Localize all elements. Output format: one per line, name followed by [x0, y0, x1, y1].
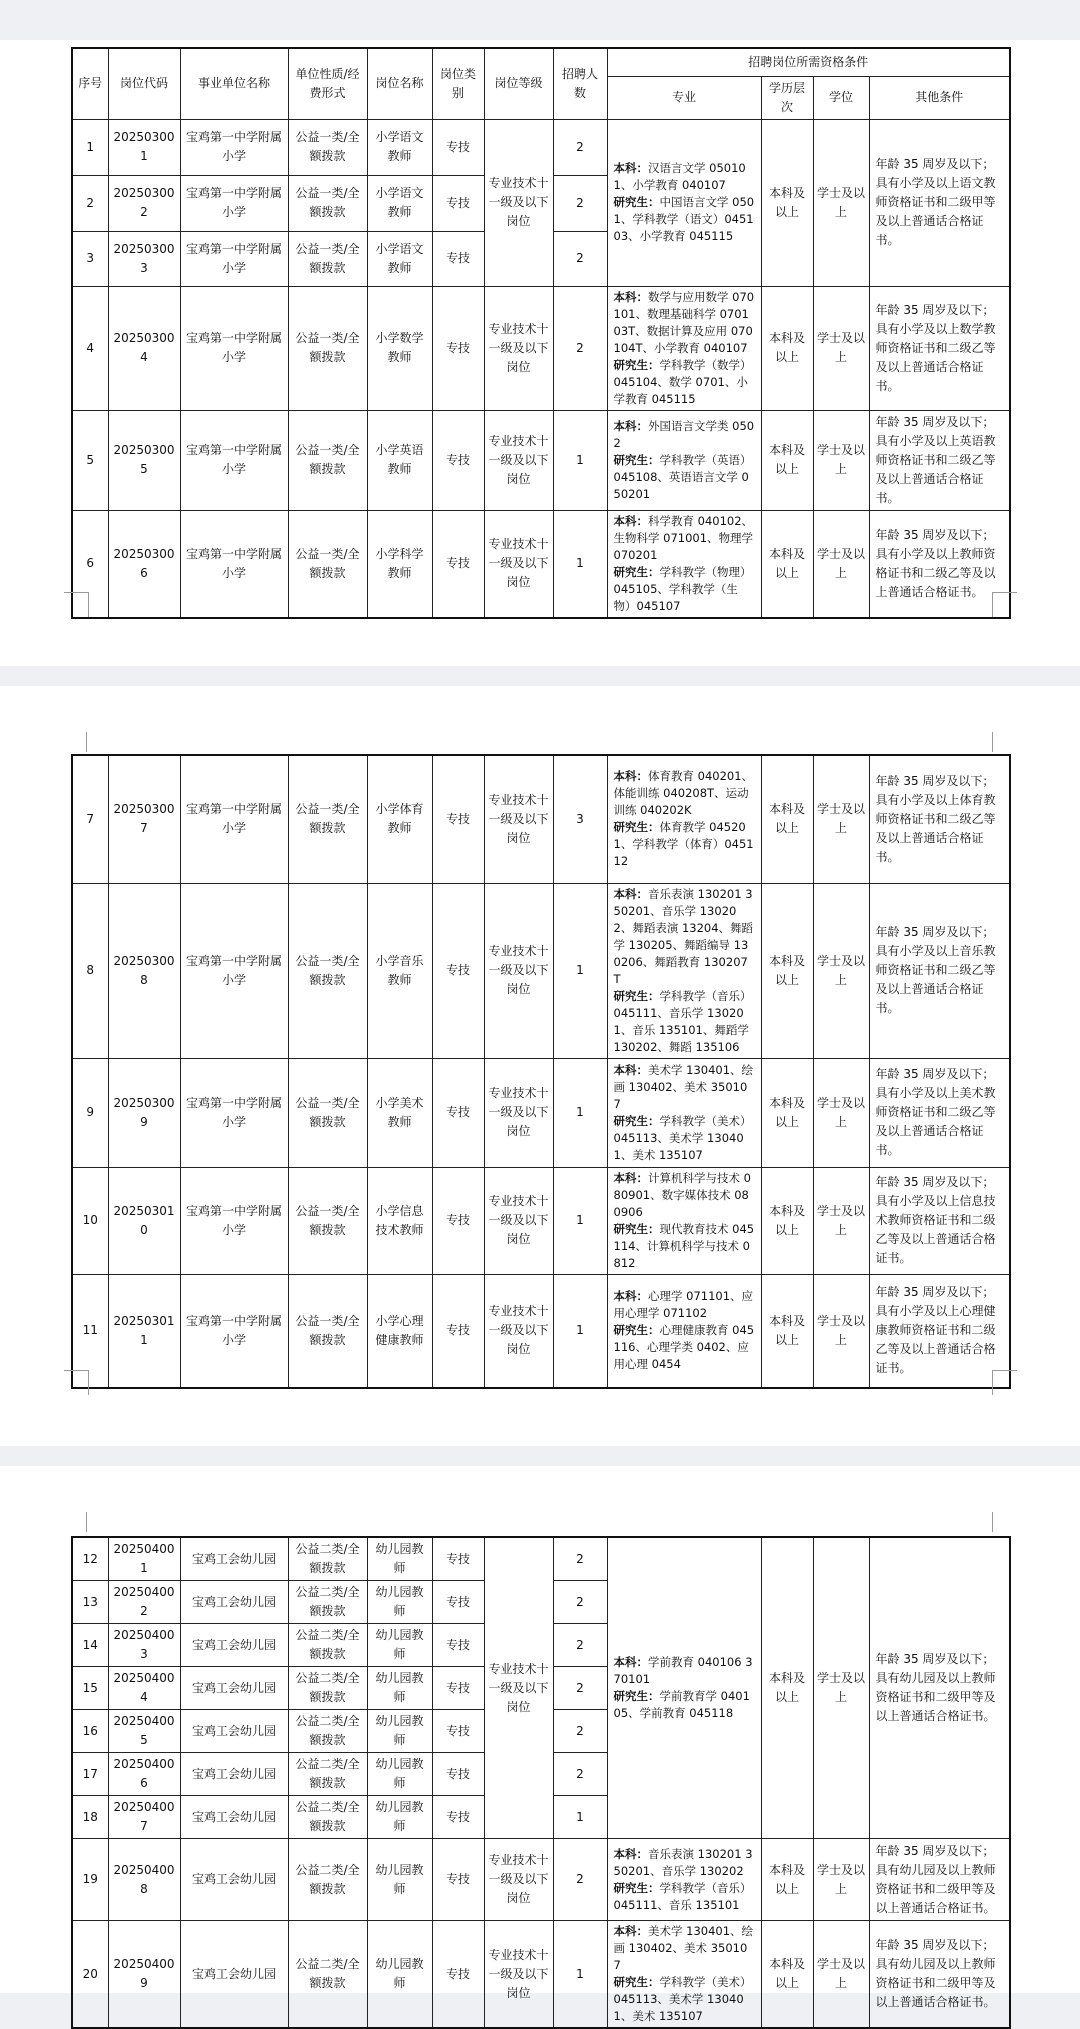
cell-unit: 宝鸡工会幼儿园 [180, 1839, 288, 1921]
undergrad-label: 本科： [613, 886, 648, 901]
cell-count: 1 [553, 510, 607, 618]
cell-degree: 学士及以上 [813, 1839, 869, 1921]
cell-seq: 18 [72, 1796, 108, 1839]
cell-unit: 宝鸡第一中学附属小学 [180, 410, 288, 510]
table-row [72, 755, 1010, 883]
cell-edu: 本科及以上 [761, 1167, 813, 1274]
cell-seq: 13 [72, 1581, 108, 1624]
table-row [72, 286, 1010, 410]
header-nature: 单位性质/经费形式 [288, 48, 367, 119]
cell-seq: 6 [72, 510, 108, 618]
cell-code: 202503007 [108, 755, 180, 883]
recruitment-table-page-2 [71, 754, 1011, 1389]
cell-other: 年龄 35 周岁及以下；具有小学及以上体育教师资格证书和二级乙等及以上普通话合格证书。 [869, 755, 1010, 883]
cell-seq: 20 [72, 1921, 108, 2029]
cell-code: 202504006 [108, 1753, 180, 1796]
cell-category: 专技 [432, 410, 484, 510]
cell-count: 2 [553, 1667, 607, 1710]
cell-degree: 学士及以上 [813, 410, 869, 510]
cell-code: 202503006 [108, 510, 180, 618]
cell-level: 专业技术十一级及以下岗位 [484, 510, 553, 618]
cell-edu: 本科及以上 [761, 1058, 813, 1167]
cell-edu: 本科及以上 [761, 1537, 813, 1839]
cell-level: 专业技术十一级及以下岗位 [484, 1839, 553, 1921]
cell-post: 幼儿园教师 [367, 1667, 432, 1710]
cell-category: 专技 [432, 1624, 484, 1667]
cell-post: 幼儿园教师 [367, 1624, 432, 1667]
cell-post: 小学语文教师 [367, 231, 432, 286]
cell-unit: 宝鸡第一中学附属小学 [180, 510, 288, 618]
cell-nature: 公益一类/全额拨款 [288, 755, 367, 883]
cell-unit: 宝鸡工会幼儿园 [180, 1710, 288, 1753]
cell-category: 专技 [432, 1274, 484, 1388]
cell-nature: 公益一类/全额拨款 [288, 410, 367, 510]
grad-majors: 学科教学（美术）045113、美术学 130401、美术 135107 [613, 1113, 752, 1162]
cell-seq: 16 [72, 1710, 108, 1753]
cell-degree: 学士及以上 [813, 1921, 869, 2029]
cell-post: 幼儿园教师 [367, 1839, 432, 1921]
cell-edu: 本科及以上 [761, 410, 813, 510]
grad-label: 研究生： [613, 1113, 660, 1128]
cell-degree: 学士及以上 [813, 883, 869, 1058]
cell-code: 202503009 [108, 1058, 180, 1167]
cell-nature: 公益一类/全额拨款 [288, 1058, 367, 1167]
cell-seq: 12 [72, 1537, 108, 1581]
grad-label: 研究生： [613, 1689, 660, 1703]
cell-unit: 宝鸡工会幼儿园 [180, 1753, 288, 1796]
cell-post: 小学信息技术教师 [367, 1167, 432, 1274]
cell-category: 专技 [432, 1167, 484, 1274]
cell-seq: 15 [72, 1667, 108, 1710]
header-conditions: 招聘岗位所需资格条件 [607, 48, 1010, 76]
cell-code: 202503005 [108, 410, 180, 510]
page-corner-mark [64, 592, 89, 617]
header-other: 其他条件 [869, 76, 1010, 119]
cell-degree: 学士及以上 [813, 1058, 869, 1167]
cell-count: 2 [553, 1624, 607, 1667]
table-row [72, 1839, 1010, 1921]
table-row [72, 410, 1010, 510]
cell-seq: 19 [72, 1839, 108, 1921]
page-corner-mark [992, 592, 1017, 617]
page-corner-mark [992, 1370, 1017, 1395]
cell-code: 202504008 [108, 1839, 180, 1921]
cell-post: 小学语文教师 [367, 119, 432, 175]
cell-level: 专业技术十一级及以下岗位 [484, 1274, 553, 1388]
cell-count: 2 [553, 1537, 607, 1581]
cell-count: 1 [553, 1796, 607, 1839]
header-category: 岗位类别 [432, 48, 484, 119]
undergrad-label: 本科： [613, 769, 648, 784]
cell-nature: 公益二类/全额拨款 [288, 1537, 367, 1581]
undergrad-majors: 美术学 130401、绘画 130402、美术 350107 [613, 1924, 754, 1972]
undergrad-majors: 音乐表演 130201 350201、音乐学 130202、舞蹈表演 13204、舞蹈学 130205、舞蹈编导 130206、舞蹈教育 130207T [613, 886, 754, 986]
cell-code: 202504001 [108, 1537, 180, 1581]
page-corner-mark [992, 1512, 993, 1532]
cell-degree: 学士及以上 [813, 286, 869, 410]
cell-level: 专业技术十一级及以下岗位 [484, 119, 553, 286]
cell-nature: 公益一类/全额拨款 [288, 510, 367, 618]
table-row [72, 883, 1010, 1058]
cell-category: 专技 [432, 755, 484, 883]
undergrad-label: 本科： [613, 1655, 648, 1669]
grad-label: 研究生： [613, 1975, 660, 1989]
grad-majors: 体育教学 045201、学科教学（体育）045112 [613, 820, 754, 869]
table-row [72, 1537, 1010, 1581]
cell-other: 年龄 35 周岁及以下；具有小学及以上数学教师资格证书和二级乙等及以上普通话合格证书。 [869, 286, 1010, 410]
undergrad-majors: 体育教育 040201、体能训练 040208T、运动训练 040202K [613, 769, 754, 818]
cell-count: 2 [553, 1581, 607, 1624]
cell-unit: 宝鸡第一中学附属小学 [180, 175, 288, 231]
grad-label: 研究生： [613, 1880, 660, 1895]
cell-degree: 学士及以上 [813, 119, 869, 286]
cell-other: 年龄 35 周岁及以下；具有小学及以上信息技术教师资格证书和二级乙等及以上普通话合格证书。 [869, 1167, 1010, 1274]
page-corner-mark [86, 1512, 87, 1532]
cell-edu: 本科及以上 [761, 755, 813, 883]
cell-post: 小学语文教师 [367, 175, 432, 231]
cell-unit: 宝鸡第一中学附属小学 [180, 1274, 288, 1388]
undergrad-label: 本科： [613, 513, 648, 528]
recruitment-table-page-1 [71, 47, 1011, 619]
header-major: 专业 [607, 76, 761, 119]
cell-nature: 公益一类/全额拨款 [288, 286, 367, 410]
cell-code: 202503004 [108, 286, 180, 410]
undergrad-majors: 科学教育 040102、生物科学 071001、物理学 070201 [613, 513, 754, 562]
cell-unit: 宝鸡第一中学附属小学 [180, 286, 288, 410]
document-page-1 [0, 40, 1080, 666]
cell-nature: 公益二类/全额拨款 [288, 1624, 367, 1667]
cell-count: 1 [553, 1921, 607, 2029]
cell-major [607, 1167, 761, 1274]
grad-majors: 学科教学（美术）045113、美术学 130401、美术 135107 [613, 1975, 752, 2023]
cell-post: 小学数学教师 [367, 286, 432, 410]
grad-majors: 学科教学（音乐）045111、音乐学 130201、音乐 135101、舞蹈学 130202、舞蹈 135106 [613, 988, 752, 1054]
cell-edu: 本科及以上 [761, 1921, 813, 2029]
table-row [72, 1167, 1010, 1274]
cell-nature: 公益一类/全额拨款 [288, 119, 367, 175]
cell-count: 2 [553, 1710, 607, 1753]
cell-major [607, 1839, 761, 1921]
cell-post: 幼儿园教师 [367, 1921, 432, 2029]
cell-other: 年龄 35 周岁及以下；具有小学及以上语文教师资格证书和二级甲等及以上普通话合格证书。 [869, 119, 1010, 286]
undergrad-label: 本科： [613, 1289, 648, 1304]
undergrad-label: 本科： [613, 418, 648, 433]
cell-degree: 学士及以上 [813, 755, 869, 883]
cell-unit: 宝鸡工会幼儿园 [180, 1581, 288, 1624]
cell-category: 专技 [432, 1537, 484, 1581]
cell-nature: 公益一类/全额拨款 [288, 175, 367, 231]
header-edu: 学历层次 [761, 76, 813, 119]
cell-category: 专技 [432, 1921, 484, 2029]
cell-count: 2 [553, 1839, 607, 1921]
cell-level: 专业技术十一级及以下岗位 [484, 1537, 553, 1839]
cell-unit: 宝鸡工会幼儿园 [180, 1796, 288, 1839]
cell-nature: 公益一类/全额拨款 [288, 1274, 367, 1388]
grad-majors: 现代教育技术 045114、计算机科学与技术 0812 [613, 1221, 755, 1270]
header-count: 招聘人数 [553, 48, 607, 119]
cell-category: 专技 [432, 1753, 484, 1796]
cell-unit: 宝鸡工会幼儿园 [180, 1667, 288, 1710]
cell-level: 专业技术十一级及以下岗位 [484, 1167, 553, 1274]
header-seq: 序号 [72, 48, 108, 119]
cell-post: 小学科学教师 [367, 510, 432, 618]
cell-seq: 11 [72, 1274, 108, 1388]
cell-seq: 3 [72, 231, 108, 286]
table-row [72, 119, 1010, 175]
page-corner-mark [64, 1370, 89, 1395]
cell-seq: 1 [72, 119, 108, 175]
cell-level: 专业技术十一级及以下岗位 [484, 1921, 553, 2029]
undergrad-majors: 外国语言文学类 0502 [613, 418, 755, 450]
undergrad-label: 本科： [613, 1062, 648, 1077]
cell-category: 专技 [432, 510, 484, 618]
cell-count: 1 [553, 1167, 607, 1274]
grad-majors: 学科教学（音乐）045111、音乐 135101 [613, 1880, 752, 1912]
cell-post: 幼儿园教师 [367, 1710, 432, 1753]
cell-unit: 宝鸡工会幼儿园 [180, 1921, 288, 2029]
undergrad-label: 本科： [613, 161, 648, 175]
cell-seq: 8 [72, 883, 108, 1058]
cell-post: 幼儿园教师 [367, 1796, 432, 1839]
cell-major [607, 1058, 761, 1167]
header-code: 岗位代码 [108, 48, 180, 119]
cell-count: 2 [553, 175, 607, 231]
cell-other: 年龄 35 周岁及以下；具有幼儿园及以上教师资格证书和二级甲等及以上普通话合格证书。 [869, 1839, 1010, 1921]
cell-code: 202503010 [108, 1167, 180, 1274]
cell-seq: 2 [72, 175, 108, 231]
document-page-2 [0, 686, 1080, 1446]
undergrad-majors: 汉语言文学 050101、小学教育 040107 [613, 161, 746, 192]
undergrad-majors: 美术学 130401、绘画 130402、美术 350107 [613, 1062, 754, 1111]
cell-nature: 公益一类/全额拨款 [288, 231, 367, 286]
cell-level: 专业技术十一级及以下岗位 [484, 883, 553, 1058]
cell-post: 小学英语教师 [367, 410, 432, 510]
cell-category: 专技 [432, 1667, 484, 1710]
grad-label: 研究生： [613, 988, 660, 1003]
cell-unit: 宝鸡工会幼儿园 [180, 1537, 288, 1581]
cell-other: 年龄 35 周岁及以下；具有小学及以上英语教师资格证书和二级乙等及以上普通话合格证书。 [869, 410, 1010, 510]
cell-count: 2 [553, 119, 607, 175]
cell-level: 专业技术十一级及以下岗位 [484, 410, 553, 510]
cell-count: 2 [553, 231, 607, 286]
cell-code: 202503001 [108, 119, 180, 175]
cell-post: 小学美术教师 [367, 1058, 432, 1167]
cell-level: 专业技术十一级及以下岗位 [484, 1058, 553, 1167]
undergrad-label: 本科： [613, 289, 648, 304]
cell-category: 专技 [432, 119, 484, 175]
cell-unit: 宝鸡第一中学附属小学 [180, 755, 288, 883]
cell-other: 年龄 35 周岁及以下；具有幼儿园及以上教师资格证书和二级甲等及以上普通话合格证书。 [869, 1921, 1010, 2029]
cell-code: 202504005 [108, 1710, 180, 1753]
cell-category: 专技 [432, 1058, 484, 1167]
header-level: 岗位等级 [484, 48, 553, 119]
cell-seq: 14 [72, 1624, 108, 1667]
cell-seq: 10 [72, 1167, 108, 1274]
cell-count: 1 [553, 883, 607, 1058]
grad-label: 研究生： [613, 564, 660, 579]
cell-nature: 公益二类/全额拨款 [288, 1921, 367, 2029]
page-corner-mark [86, 732, 87, 752]
cell-category: 专技 [432, 1581, 484, 1624]
table-row [72, 1274, 1010, 1388]
cell-level: 专业技术十一级及以下岗位 [484, 286, 553, 410]
cell-post: 小学音乐教师 [367, 883, 432, 1058]
undergrad-majors: 心理学 071101、应用心理学 071102 [613, 1289, 754, 1321]
cell-nature: 公益一类/全额拨款 [288, 883, 367, 1058]
grad-majors: 学前教育学 040105、学前教育 045118 [613, 1689, 750, 1720]
cell-unit: 宝鸡第一中学附属小学 [180, 883, 288, 1058]
cell-unit: 宝鸡工会幼儿园 [180, 1624, 288, 1667]
cell-code: 202504004 [108, 1667, 180, 1710]
cell-major [607, 883, 761, 1058]
grad-majors: 中国语言文学 0501、学科教学（语文）045103、小学教育 045115 [613, 195, 755, 243]
grad-label: 研究生： [613, 357, 660, 372]
cell-major [607, 510, 761, 618]
cell-post: 幼儿园教师 [367, 1753, 432, 1796]
cell-unit: 宝鸡第一中学附属小学 [180, 1058, 288, 1167]
cell-post: 幼儿园教师 [367, 1537, 432, 1581]
cell-seq: 7 [72, 755, 108, 883]
cell-category: 专技 [432, 175, 484, 231]
cell-unit: 宝鸡第一中学附属小学 [180, 119, 288, 175]
cell-count: 2 [553, 286, 607, 410]
cell-code: 202504009 [108, 1921, 180, 2029]
cell-edu: 本科及以上 [761, 883, 813, 1058]
cell-unit: 宝鸡第一中学附属小学 [180, 231, 288, 286]
undergrad-label: 本科： [613, 1846, 648, 1861]
header-degree: 学位 [813, 76, 869, 119]
undergrad-label: 本科： [613, 1924, 648, 1938]
grad-label: 研究生： [613, 820, 660, 835]
table-row [72, 1058, 1010, 1167]
cell-degree: 学士及以上 [813, 1537, 869, 1839]
cell-edu: 本科及以上 [761, 1274, 813, 1388]
cell-major [607, 410, 761, 510]
cell-category: 专技 [432, 1839, 484, 1921]
cell-nature: 公益二类/全额拨款 [288, 1753, 367, 1796]
grad-label: 研究生： [613, 1221, 660, 1236]
cell-nature: 公益二类/全额拨款 [288, 1710, 367, 1753]
header-post: 岗位名称 [367, 48, 432, 119]
cell-category: 专技 [432, 1796, 484, 1839]
cell-nature: 公益一类/全额拨款 [288, 1167, 367, 1274]
cell-category: 专技 [432, 1710, 484, 1753]
cell-seq: 17 [72, 1753, 108, 1796]
grad-label: 研究生： [613, 452, 660, 467]
cell-code: 202503002 [108, 175, 180, 231]
cell-seq: 5 [72, 410, 108, 510]
cell-edu: 本科及以上 [761, 286, 813, 410]
cell-nature: 公益二类/全额拨款 [288, 1839, 367, 1921]
cell-count: 1 [553, 1274, 607, 1388]
cell-degree: 学士及以上 [813, 1274, 869, 1388]
cell-other: 年龄 35 周岁及以下；具有小学及以上音乐教师资格证书和二级乙等及以上普通话合格证书。 [869, 883, 1010, 1058]
cell-category: 专技 [432, 231, 484, 286]
cell-post: 小学心理健康教师 [367, 1274, 432, 1388]
table-row [72, 1921, 1010, 2029]
cell-nature: 公益二类/全额拨款 [288, 1796, 367, 1839]
cell-edu: 本科及以上 [761, 510, 813, 618]
cell-major [607, 755, 761, 883]
undergrad-majors: 数学与应用数学 070101、数理基础科学 070103T、数据计算及应用 070104T、小学教育 040107 [613, 289, 755, 355]
cell-code: 202503008 [108, 883, 180, 1058]
grad-label: 研究生： [613, 195, 660, 209]
cell-count: 2 [553, 1753, 607, 1796]
recruitment-table-page-3 [71, 1536, 1011, 2029]
cell-other: 年龄 35 周岁及以下；具有幼儿园及以上教师资格证书和二级甲等及以上普通话合格证书。 [869, 1537, 1010, 1839]
table-row [72, 510, 1010, 618]
cell-major [607, 1537, 761, 1839]
grad-majors: 学科教学（英语）045108、英语语言文学 050201 [613, 452, 752, 501]
cell-seq: 9 [72, 1058, 108, 1167]
grad-majors: 心理健康教育 045116、心理学类 0402、应用心理 0454 [613, 1323, 755, 1372]
cell-edu: 本科及以上 [761, 1839, 813, 1921]
grad-label: 研究生： [613, 1323, 660, 1338]
cell-post: 幼儿园教师 [367, 1581, 432, 1624]
cell-code: 202503011 [108, 1274, 180, 1388]
cell-count: 1 [553, 410, 607, 510]
cell-count: 1 [553, 1058, 607, 1167]
cell-other: 年龄 35 周岁及以下；具有小学及以上心理健康教师资格证书和二级乙等及以上普通话合格证书。 [869, 1274, 1010, 1388]
cell-major [607, 119, 761, 286]
cell-edu: 本科及以上 [761, 119, 813, 286]
cell-code: 202504003 [108, 1624, 180, 1667]
cell-major [607, 286, 761, 410]
cell-seq: 4 [72, 286, 108, 410]
cell-count: 3 [553, 755, 607, 883]
cell-other: 年龄 35 周岁及以下；具有小学及以上教师资格证书和二级乙等及以上普通话合格证书。 [869, 510, 1010, 618]
cell-major [607, 1274, 761, 1388]
cell-degree: 学士及以上 [813, 510, 869, 618]
cell-degree: 学士及以上 [813, 1167, 869, 1274]
cell-post: 小学体育教师 [367, 755, 432, 883]
cell-nature: 公益二类/全额拨款 [288, 1667, 367, 1710]
cell-major [607, 1921, 761, 2029]
cell-category: 专技 [432, 286, 484, 410]
undergrad-majors: 学前教育 040106 370101 [613, 1655, 753, 1686]
cell-code: 202504007 [108, 1796, 180, 1839]
cell-code: 202503003 [108, 231, 180, 286]
cell-unit: 宝鸡第一中学附属小学 [180, 1167, 288, 1274]
cell-level: 专业技术十一级及以下岗位 [484, 755, 553, 883]
cell-code: 202504002 [108, 1581, 180, 1624]
cell-other: 年龄 35 周岁及以下；具有小学及以上美术教师资格证书和二级乙等及以上普通话合格证书。 [869, 1058, 1010, 1167]
cell-nature: 公益二类/全额拨款 [288, 1581, 367, 1624]
undergrad-majors: 音乐表演 130201 350201、音乐学 130202 [613, 1846, 753, 1878]
cell-category: 专技 [432, 883, 484, 1058]
undergrad-label: 本科： [613, 1170, 648, 1185]
header-unit: 事业单位名称 [180, 48, 288, 119]
document-page-3 [0, 1466, 1080, 2023]
grad-majors: 学科教学（物理）045105、学科教学（生物）045107 [613, 564, 752, 613]
grad-majors: 学科教学（数学）045104、数学 0701、小学教育 045115 [613, 357, 752, 406]
page-corner-mark [992, 732, 993, 752]
undergrad-majors: 计算机科学与技术 080901、数字媒体技术 080906 [613, 1170, 751, 1219]
